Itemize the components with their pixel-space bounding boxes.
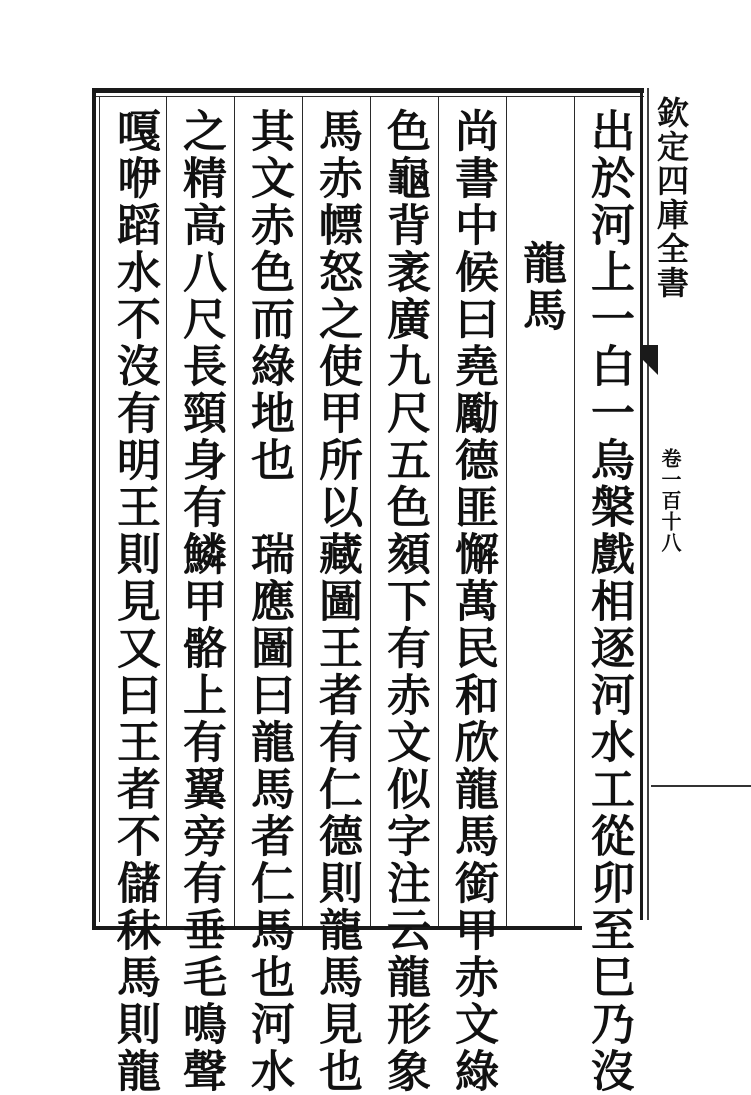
text-column-6: 其文赤色而綠地也 瑞應圖曰龍馬者仁馬也河水 bbox=[243, 108, 294, 1095]
column-separator bbox=[574, 96, 575, 926]
frame-right-outer-border bbox=[647, 88, 649, 920]
frame-left-border bbox=[92, 88, 96, 930]
column-separator bbox=[234, 96, 235, 926]
column-separator bbox=[438, 96, 439, 926]
column-separator bbox=[370, 96, 371, 926]
text-column-3: 尚書中候曰堯勵德匪懈萬民和欣龍馬銜甲赤文綠 bbox=[447, 108, 498, 1095]
column-separator bbox=[166, 96, 167, 926]
frame-right-border bbox=[640, 88, 643, 920]
margin-edge-line bbox=[651, 785, 751, 787]
margin-volume-number: 卷一百十八 bbox=[658, 448, 682, 553]
frame-left-inner-border bbox=[99, 96, 100, 922]
frame-top-border bbox=[92, 88, 644, 93]
margin-book-title: 欽定四庫全書 bbox=[652, 96, 690, 300]
text-column-4: 色龜背袤廣九尺五色頦下有赤文似字注云龍形象 bbox=[379, 108, 430, 1095]
section-heading: 龍馬 bbox=[515, 240, 566, 334]
text-column-1: 出於河上一白一烏槃戲相逐河水工從卯至巳乃沒 bbox=[583, 108, 634, 1095]
text-column-7: 之精高八尺長頸身有鱗甲骼上有翼旁有垂毛鳴聲 bbox=[175, 108, 226, 1095]
text-column-5: 馬赤幖怒之使甲所以藏圖王者有仁德則龍馬見也 bbox=[311, 108, 362, 1095]
text-column-8: 嘎咿蹈水不沒有明王則見又曰王者不儲秣馬則龍 bbox=[109, 108, 160, 1095]
frame-top-inner-border bbox=[92, 96, 644, 97]
column-separator bbox=[302, 96, 303, 926]
column-separator bbox=[506, 96, 507, 926]
